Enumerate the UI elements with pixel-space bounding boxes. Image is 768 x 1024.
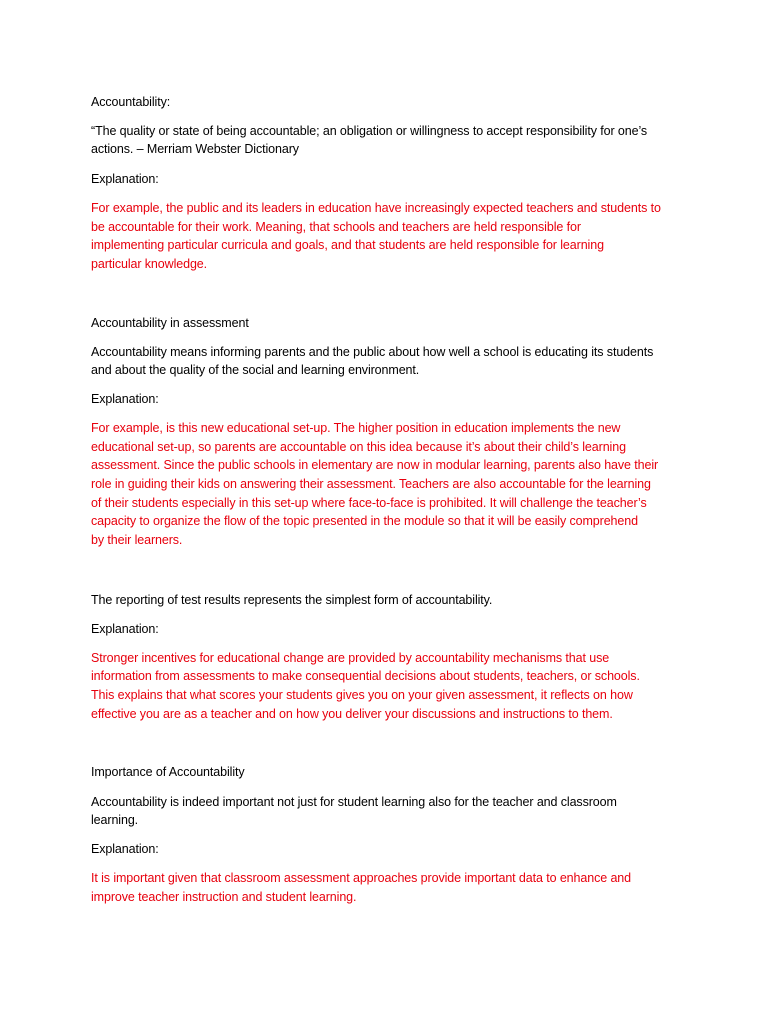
explanation-line: It is important given that classroom assessment approaches provide important data to enhance and — [91, 871, 632, 885]
explanation-line: information from assessments to make consequential decisions about students, teachers, or schools. — [91, 669, 640, 683]
section-heading-importance: Importance of Accountability — [91, 765, 245, 779]
explanation-line: implementing particular curricula and goals, and that students are held responsible for learning — [91, 238, 604, 252]
explanation-line: This explains that what scores your students gives you on your given assessment, it reflects on how — [91, 688, 633, 702]
explanation-line: effective you are as a teacher and on how you deliver your discussions and instructions to them. — [91, 707, 613, 721]
explanation-line: capacity to organize the flow of the topic presented in the module so that it will be easily comprehend — [91, 514, 638, 528]
explanation-line: assessment. Since the public schools in elementary are now in modular learning, parents also have their — [91, 458, 659, 472]
statement-reporting: The reporting of test results represents the simplest form of accountability. — [91, 593, 493, 607]
explanation-line: educational set-up, so parents are accountable on this idea because it’s about their child’s learning — [91, 440, 626, 454]
explanation-line: role in guiding their kids on answering their assessment. Teachers are also accountable for the learning — [91, 477, 651, 491]
explanation-line: be accountable for their work. Meaning, that schools and teachers are held responsible for — [91, 220, 581, 234]
definition-line: actions. – Merriam Webster Dictionary — [91, 142, 299, 156]
document-title: Accountability: — [91, 95, 171, 109]
statement-line: Accountability means informing parents and the public about how well a school is educating its students — [91, 345, 654, 359]
explanation-label: Explanation: — [91, 392, 159, 406]
statement-line: and about the quality of the social and learning environment. — [91, 363, 420, 377]
explanation-label: Explanation: — [91, 842, 159, 856]
explanation-line: by their learners. — [91, 533, 183, 547]
explanation-line: improve teacher instruction and student learning. — [91, 890, 357, 904]
section-heading-assessment: Accountability in assessment — [91, 316, 249, 330]
statement-line: Accountability is indeed important not just for student learning also for the teacher and classroom — [91, 795, 617, 809]
explanation-line: Stronger incentives for educational change are provided by accountability mechanisms that use — [91, 651, 610, 665]
explanation-line: of their students especially in this set-up where face-to-face is prohibited. It will challenge the teacher’s — [91, 496, 647, 510]
explanation-line: particular knowledge. — [91, 257, 208, 271]
explanation-label: Explanation: — [91, 622, 159, 636]
statement-line: learning. — [91, 813, 139, 827]
definition-line: “The quality or state of being accountable; an obligation or willingness to accept responsibility for one’s — [91, 124, 648, 138]
explanation-line: For example, is this new educational set-up. The higher position in education implements the new — [91, 421, 621, 435]
explanation-line: For example, the public and its leaders in education have increasingly expected teachers and students to — [91, 201, 661, 215]
explanation-label: Explanation: — [91, 172, 159, 186]
